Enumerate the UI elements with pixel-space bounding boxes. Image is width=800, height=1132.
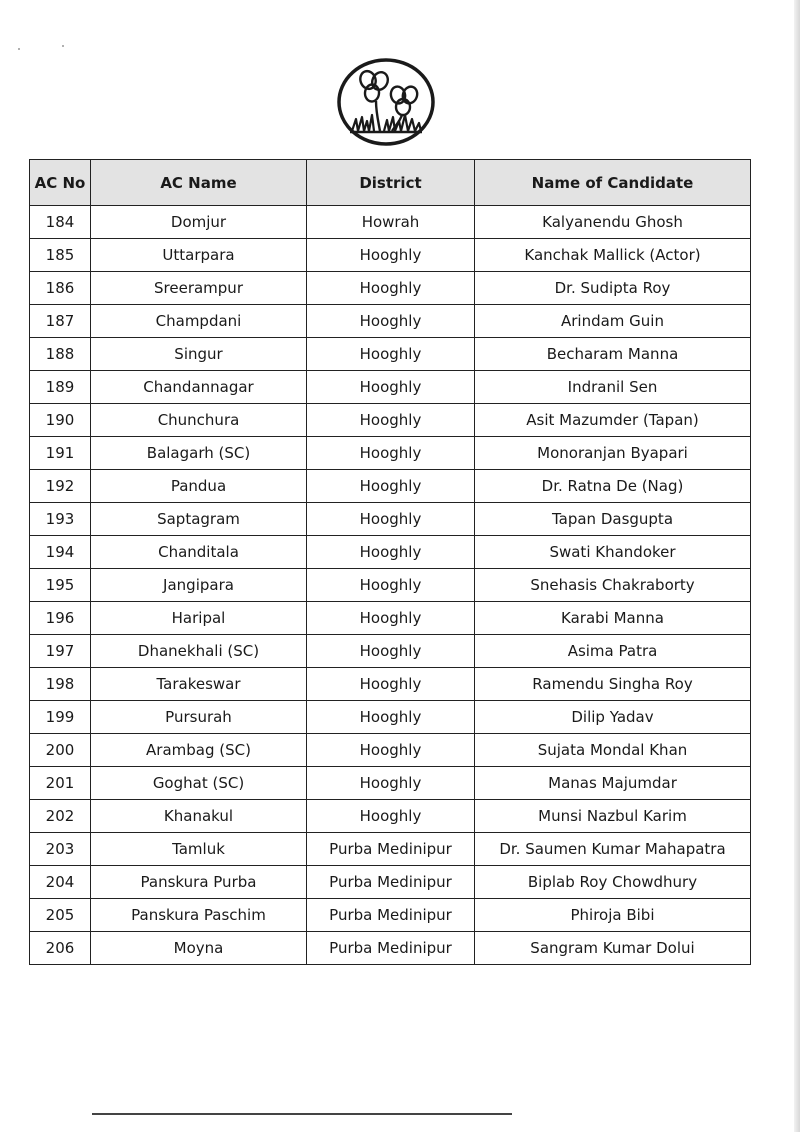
- table-row: [30, 371, 751, 404]
- cell-district: Hooghly: [307, 701, 475, 734]
- cell-ac-name: Chunchura: [91, 404, 307, 437]
- cell-ac-no: 202: [30, 800, 91, 833]
- cell-ac-name: Chanditala: [91, 536, 307, 569]
- cell-ac-no: 204: [30, 866, 91, 899]
- table-row: [30, 503, 751, 536]
- cell-ac-name: Pursurah: [91, 701, 307, 734]
- cell-district: Hooghly: [307, 305, 475, 338]
- cell-ac-name: Balagarh (SC): [91, 437, 307, 470]
- cell-ac-name: Goghat (SC): [91, 767, 307, 800]
- cell-ac-no: 196: [30, 602, 91, 635]
- cell-district: Hooghly: [307, 800, 475, 833]
- cell-ac-no: 203: [30, 833, 91, 866]
- table-row: [30, 866, 751, 899]
- cell-ac-no: 192: [30, 470, 91, 503]
- table-row: [30, 932, 751, 965]
- cell-candidate: Dr. Sudipta Roy: [475, 272, 751, 305]
- cell-ac-no: 191: [30, 437, 91, 470]
- cell-district: Hooghly: [307, 371, 475, 404]
- cell-ac-name: Khanakul: [91, 800, 307, 833]
- table-row: [30, 800, 751, 833]
- cell-candidate: Indranil Sen: [475, 371, 751, 404]
- table-row: [30, 734, 751, 767]
- cell-ac-no: 201: [30, 767, 91, 800]
- cell-ac-name: Champdani: [91, 305, 307, 338]
- cell-district: Hooghly: [307, 602, 475, 635]
- header-ac-no: AC No: [30, 160, 91, 206]
- cell-ac-no: 187: [30, 305, 91, 338]
- cell-ac-no: 193: [30, 503, 91, 536]
- table-header-row: [30, 160, 751, 206]
- cell-district: Hooghly: [307, 536, 475, 569]
- cell-district: Hooghly: [307, 470, 475, 503]
- cell-ac-name: Arambag (SC): [91, 734, 307, 767]
- cell-ac-no: 188: [30, 338, 91, 371]
- cell-candidate: Dilip Yadav: [475, 701, 751, 734]
- table-row: [30, 437, 751, 470]
- cell-ac-no: 190: [30, 404, 91, 437]
- cell-ac-no: 199: [30, 701, 91, 734]
- cell-ac-name: Moyna: [91, 932, 307, 965]
- cell-ac-name: Domjur: [91, 206, 307, 239]
- table-row: [30, 833, 751, 866]
- party-logo-icon: [336, 57, 436, 147]
- cell-candidate: Sangram Kumar Dolui: [475, 932, 751, 965]
- cell-ac-name: Panskura Purba: [91, 866, 307, 899]
- cell-ac-no: 198: [30, 668, 91, 701]
- table-row: [30, 239, 751, 272]
- cell-ac-no: 184: [30, 206, 91, 239]
- table-row: [30, 206, 751, 239]
- cell-candidate: Asit Mazumder (Tapan): [475, 404, 751, 437]
- table-row: [30, 536, 751, 569]
- cell-district: Purba Medinipur: [307, 866, 475, 899]
- cell-district: Hooghly: [307, 503, 475, 536]
- cell-district: Purba Medinipur: [307, 899, 475, 932]
- cell-candidate: Snehasis Chakraborty: [475, 569, 751, 602]
- cell-candidate: Ramendu Singha Roy: [475, 668, 751, 701]
- table-row: [30, 305, 751, 338]
- table-row: [30, 701, 751, 734]
- table-row: [30, 602, 751, 635]
- cell-district: Howrah: [307, 206, 475, 239]
- cell-ac-name: Uttarpara: [91, 239, 307, 272]
- cell-ac-no: 189: [30, 371, 91, 404]
- cell-ac-name: Sreerampur: [91, 272, 307, 305]
- footer-divider: [92, 1113, 512, 1115]
- cell-candidate: Swati Khandoker: [475, 536, 751, 569]
- cell-district: Purba Medinipur: [307, 932, 475, 965]
- table-row: [30, 899, 751, 932]
- cell-ac-name: Jangipara: [91, 569, 307, 602]
- table-row: [30, 338, 751, 371]
- cell-candidate: Arindam Guin: [475, 305, 751, 338]
- cell-ac-no: 205: [30, 899, 91, 932]
- cell-ac-no: 194: [30, 536, 91, 569]
- cell-district: Hooghly: [307, 668, 475, 701]
- cell-district: Hooghly: [307, 239, 475, 272]
- cell-candidate: Kalyanendu Ghosh: [475, 206, 751, 239]
- cell-ac-no: 206: [30, 932, 91, 965]
- cell-candidate: Manas Majumdar: [475, 767, 751, 800]
- cell-ac-name: Pandua: [91, 470, 307, 503]
- header-ac-name: AC Name: [91, 160, 307, 206]
- table-row: [30, 569, 751, 602]
- table-row: [30, 404, 751, 437]
- cell-district: Hooghly: [307, 272, 475, 305]
- table-row: [30, 668, 751, 701]
- cell-candidate: Kanchak Mallick (Actor): [475, 239, 751, 272]
- cell-ac-name: Tamluk: [91, 833, 307, 866]
- table-row: [30, 767, 751, 800]
- cell-ac-name: Haripal: [91, 602, 307, 635]
- cell-district: Hooghly: [307, 437, 475, 470]
- cell-candidate: Becharam Manna: [475, 338, 751, 371]
- table-body: [30, 206, 751, 965]
- cell-ac-name: Panskura Paschim: [91, 899, 307, 932]
- cell-district: Purba Medinipur: [307, 833, 475, 866]
- cell-candidate: Dr. Ratna De (Nag): [475, 470, 751, 503]
- header-district: District: [307, 160, 475, 206]
- cell-candidate: Phiroja Bibi: [475, 899, 751, 932]
- table-row: [30, 470, 751, 503]
- table-row: [30, 272, 751, 305]
- cell-ac-no: 195: [30, 569, 91, 602]
- cell-ac-name: Chandannagar: [91, 371, 307, 404]
- cell-ac-name: Dhanekhali (SC): [91, 635, 307, 668]
- cell-district: Hooghly: [307, 635, 475, 668]
- cell-ac-no: 186: [30, 272, 91, 305]
- cell-candidate: Karabi Manna: [475, 602, 751, 635]
- table-row: [30, 635, 751, 668]
- cell-ac-name: Singur: [91, 338, 307, 371]
- header-candidate: Name of Candidate: [475, 160, 751, 206]
- cell-ac-no: 197: [30, 635, 91, 668]
- cell-candidate: Monoranjan Byapari: [475, 437, 751, 470]
- page-edge-shadow: [794, 0, 800, 1132]
- cell-district: Hooghly: [307, 767, 475, 800]
- cell-district: Hooghly: [307, 404, 475, 437]
- cell-candidate: Biplab Roy Chowdhury: [475, 866, 751, 899]
- cell-candidate: Asima Patra: [475, 635, 751, 668]
- cell-district: Hooghly: [307, 338, 475, 371]
- cell-district: Hooghly: [307, 569, 475, 602]
- cell-district: Hooghly: [307, 734, 475, 767]
- cell-ac-name: Tarakeswar: [91, 668, 307, 701]
- candidates-table: [29, 159, 751, 965]
- cell-ac-name: Saptagram: [91, 503, 307, 536]
- cell-candidate: Sujata Mondal Khan: [475, 734, 751, 767]
- cell-ac-no: 200: [30, 734, 91, 767]
- cell-candidate: Munsi Nazbul Karim: [475, 800, 751, 833]
- cell-candidate: Tapan Dasgupta: [475, 503, 751, 536]
- cell-candidate: Dr. Saumen Kumar Mahapatra: [475, 833, 751, 866]
- cell-ac-no: 185: [30, 239, 91, 272]
